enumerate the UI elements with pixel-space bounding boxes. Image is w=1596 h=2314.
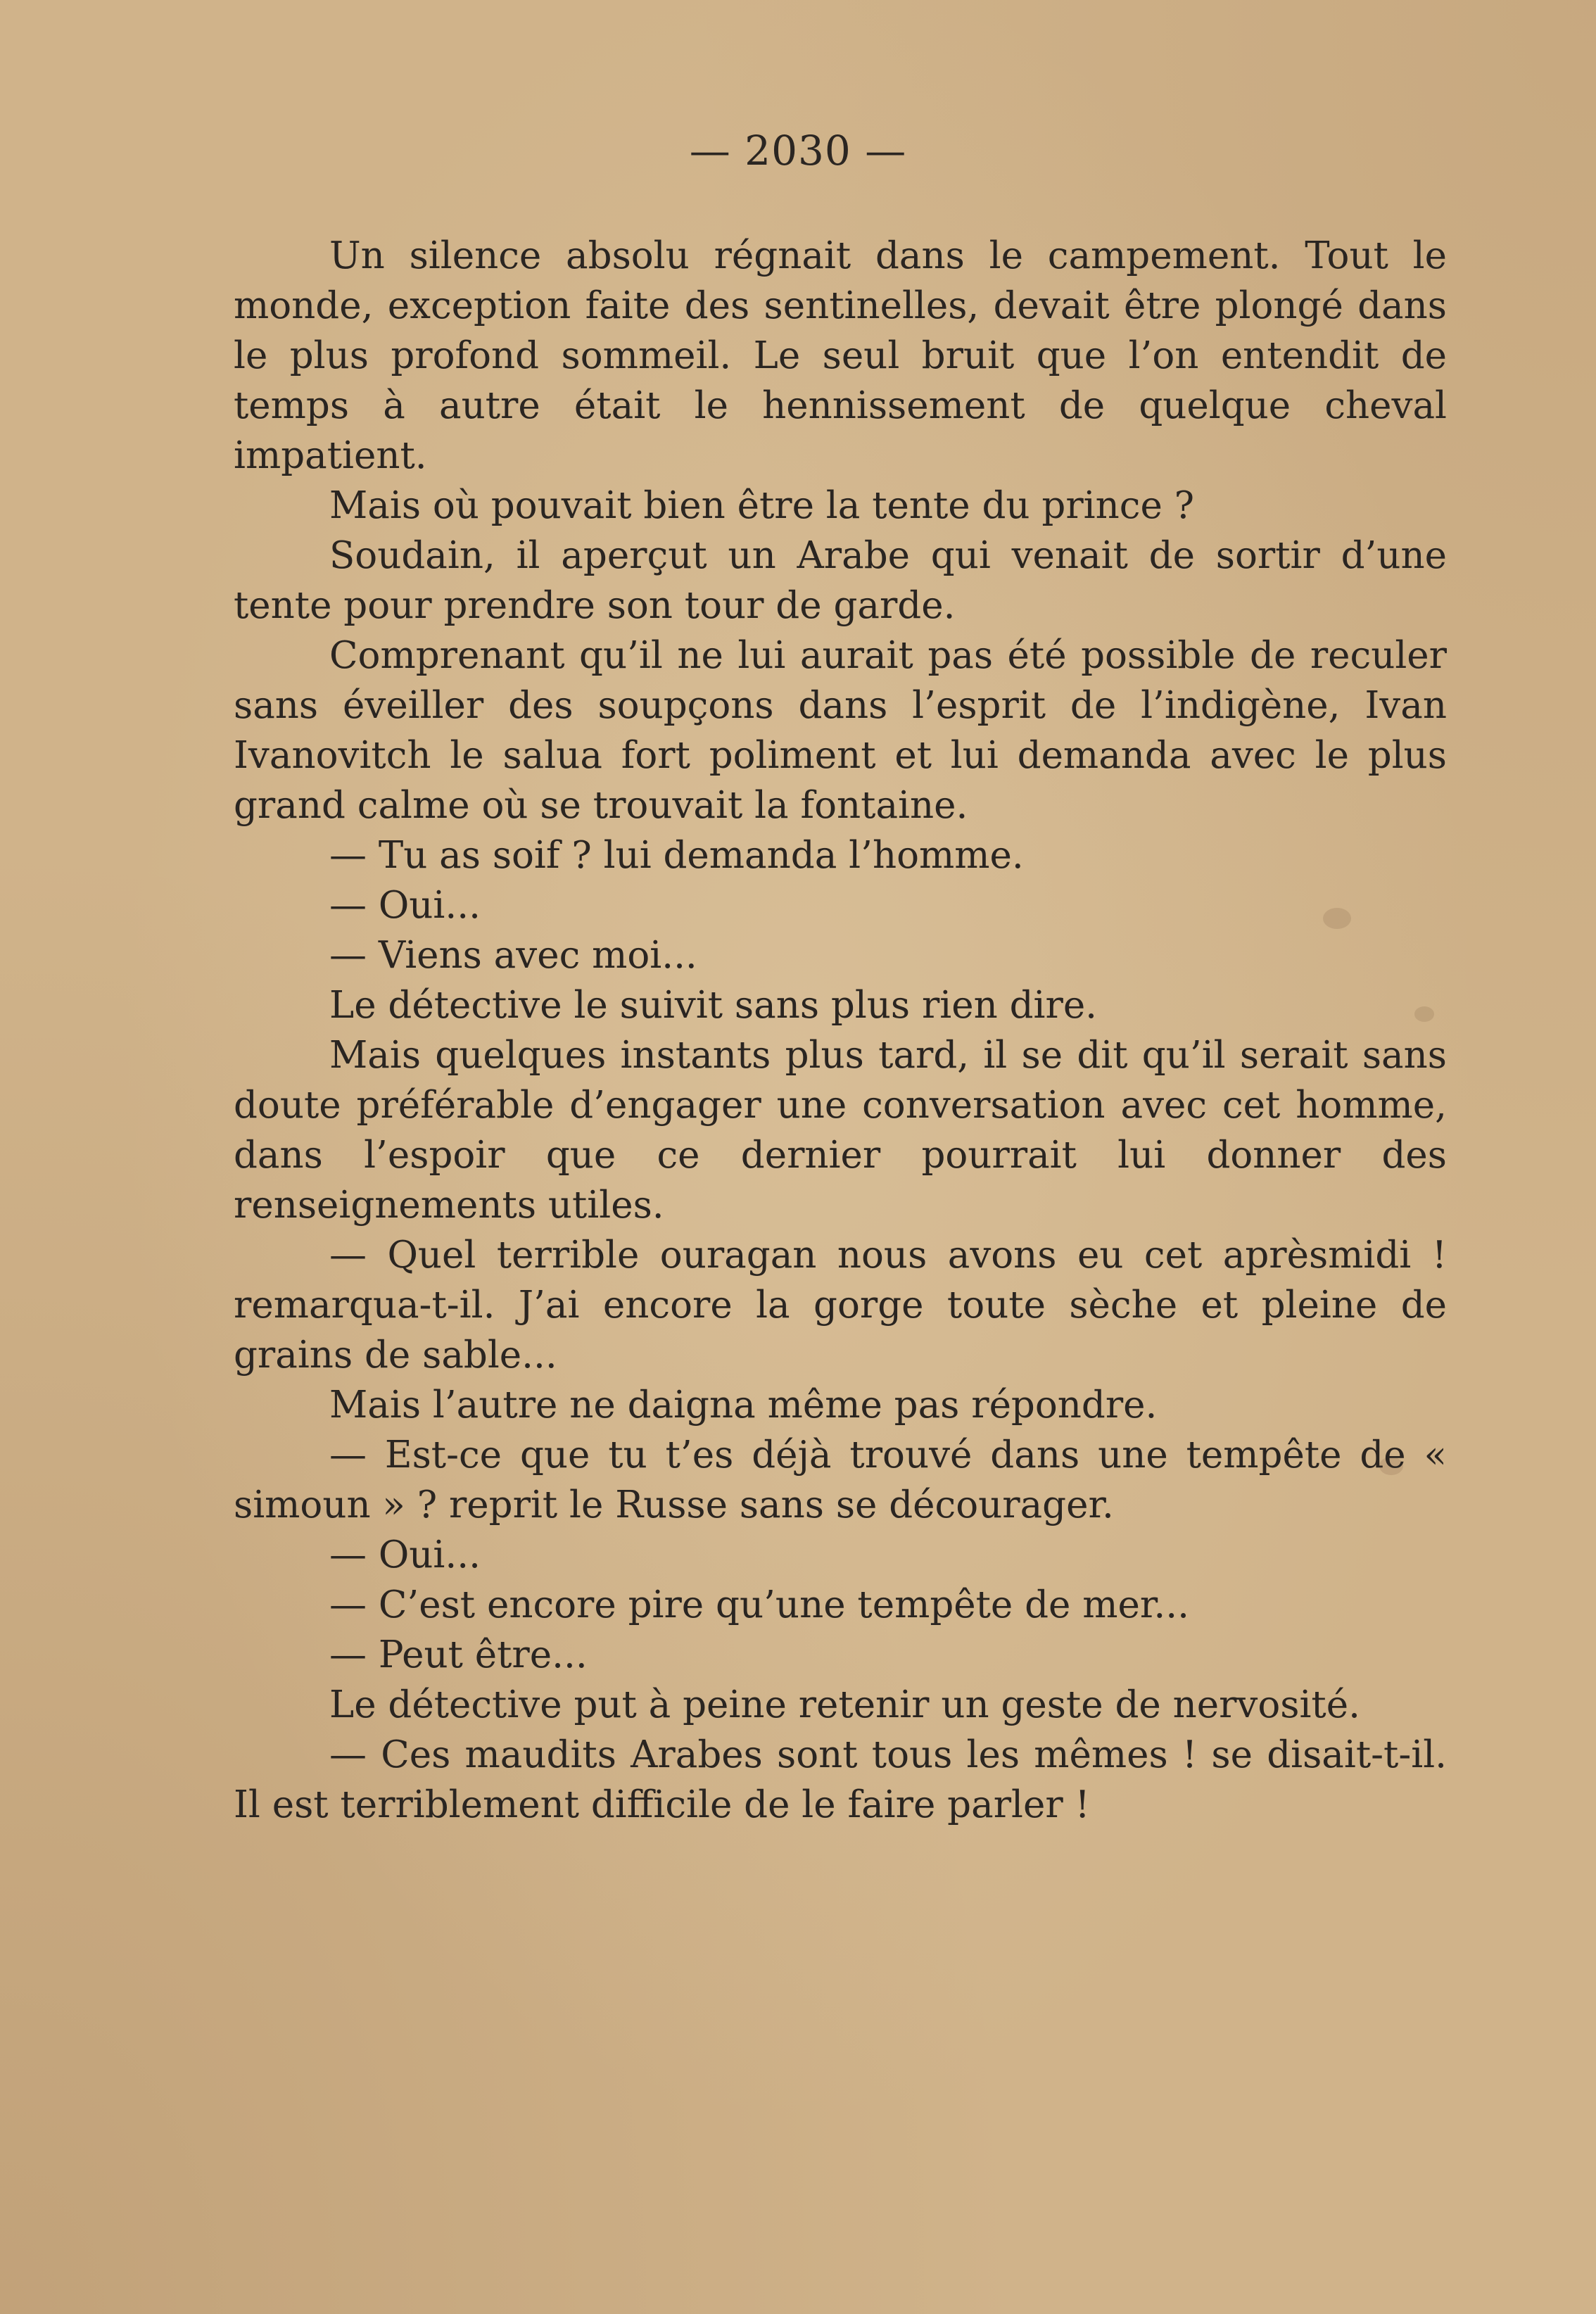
paragraph: Soudain, il aperçut un Arabe qui venait de sortir d’une tente pour prendre son tour de garde. xyxy=(234,534,1447,627)
dialogue-line: — Tu as soif ? lui demanda l’homme. xyxy=(329,834,1024,877)
dialogue-line: — Est-ce que tu t’es déjà trouvé dans une tempête de « simoun » ? reprit le Russe sans se décourager. xyxy=(234,1434,1447,1526)
dialogue-line: — Oui... xyxy=(329,1534,481,1576)
paragraph: Un silence absolu régnait dans le campement. Tout le monde, exception faite des sentinelles, devait être plongé dans le plus profond sommeil. Le seul bruit que l’on entendit de temps à autre était le hennissement de quelque cheval impatient. xyxy=(234,234,1447,477)
dialogue-line: — Peut être... xyxy=(329,1633,588,1676)
dialogue-line: — Ces maudits Arabes sont tous les mêmes ! se disait-t-il. Il est terriblement difficile de le faire parler ! xyxy=(234,1733,1447,1826)
body-text xyxy=(234,231,1447,1830)
dialogue-line: — C’est encore pire qu’une tempête de mer... xyxy=(329,1583,1189,1626)
paragraph: Comprenant qu’il ne lui aurait pas été possible de reculer sans éveiller des soupçons dans l’esprit de l’indigène, Ivan Ivanovitch le salua fort poliment et lui demanda avec le plus grand calme où se trouvait la fontaine. xyxy=(234,634,1447,827)
paragraph: Mais l’autre ne daigna même pas répondre. xyxy=(329,1384,1158,1427)
dialogue-line: — Oui... xyxy=(329,884,481,927)
paragraph: Mais quelques instants plus tard, il se dit qu’il serait sans doute préférable d’engager une conversation avec cet homme, dans l’espoir que ce dernier pourrait lui donner des renseignements utiles. xyxy=(234,1034,1447,1227)
paragraph: Mais où pouvait bien être la tente du prince ? xyxy=(329,484,1195,527)
paragraph: Le détective put à peine retenir un geste de nervosité. xyxy=(329,1683,1360,1726)
page-number: — 2030 — xyxy=(689,127,907,175)
dialogue-line: — Quel terrible ouragan nous avons eu cet aprèsmidi ! remarqua-t-il. J’ai encore la gorge toute sèche et pleine de grains de sable... xyxy=(234,1234,1447,1377)
dialogue-line: — Viens avec moi... xyxy=(329,934,697,977)
paragraph: Le détective le suivit sans plus rien dire. xyxy=(329,984,1098,1027)
